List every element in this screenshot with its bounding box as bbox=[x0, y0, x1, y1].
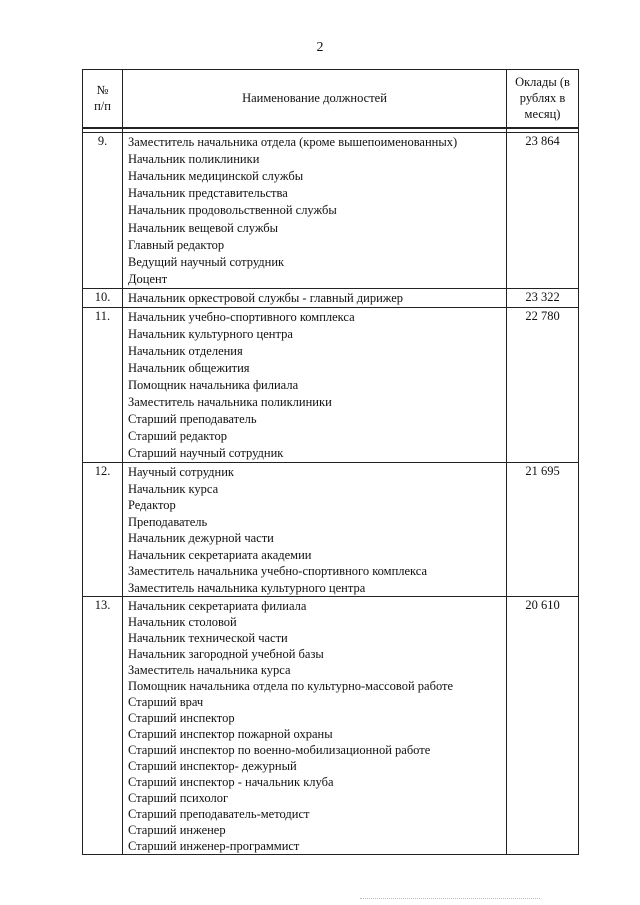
page-number: 2 bbox=[316, 40, 324, 55]
position-name: Доцент bbox=[128, 272, 168, 287]
position-name: Старший научный сотрудник bbox=[128, 446, 284, 461]
position-name: Главный редактор bbox=[128, 237, 225, 252]
position-name: Начальник общежития bbox=[128, 361, 250, 376]
position-names bbox=[123, 132, 507, 289]
scan-mark bbox=[360, 898, 540, 901]
position-name: Заместитель начальника отдела (кроме вышепоименованных) bbox=[128, 134, 458, 149]
header-num: № п/п bbox=[83, 70, 123, 128]
position-name: Старший врач bbox=[128, 695, 204, 710]
position-name: Начальник представительства bbox=[128, 186, 288, 201]
row-number: 10. bbox=[83, 289, 123, 308]
position-name: Начальник продовольственной службы bbox=[128, 203, 337, 218]
position-name: Начальник загородной учебной базы bbox=[128, 647, 324, 662]
position-name: Старший инспектор пожарной охраны bbox=[128, 727, 333, 742]
header-name: Наименование должностей bbox=[123, 70, 507, 128]
table-row bbox=[83, 597, 579, 855]
row-number: 13. bbox=[83, 597, 123, 855]
position-name: Начальник курса bbox=[128, 481, 219, 496]
position-name: Старший преподаватель bbox=[128, 412, 257, 427]
position-name: Помощник начальника отдела по культурно-массовой работе bbox=[128, 679, 454, 694]
position-name: Заместитель начальника культурного центра bbox=[128, 580, 366, 595]
position-name: Начальник оркестровой службы - главный дирижер bbox=[128, 291, 404, 306]
table-row bbox=[83, 308, 579, 463]
row-number: 12. bbox=[83, 463, 123, 597]
salary-value: 22 780 bbox=[507, 308, 579, 463]
position-name: Начальник учебно-спортивного комплекса bbox=[128, 310, 355, 325]
row-number: 9. bbox=[83, 132, 123, 289]
position-name: Старший инспектор bbox=[128, 711, 235, 726]
position-name: Начальник культурного центра bbox=[128, 327, 293, 342]
position-name: Помощник начальника филиала bbox=[128, 378, 299, 393]
position-name: Редактор bbox=[128, 498, 176, 513]
position-name: Заместитель начальника курса bbox=[128, 663, 291, 678]
position-name: Начальник технической части bbox=[128, 631, 288, 646]
position-names bbox=[123, 597, 507, 855]
position-name: Старший психолог bbox=[128, 791, 229, 806]
position-names bbox=[123, 289, 507, 308]
header-salary: Оклады (в рублях в месяц) bbox=[507, 70, 579, 128]
position-name: Научный сотрудник bbox=[128, 465, 234, 480]
table-row bbox=[83, 132, 579, 289]
position-name: Старший инженер-программист bbox=[128, 839, 300, 854]
position-names bbox=[123, 308, 507, 463]
position-name: Начальник дежурной части bbox=[128, 531, 274, 546]
table-row bbox=[83, 289, 579, 308]
positions-table bbox=[82, 69, 579, 855]
salary-value: 20 610 bbox=[507, 597, 579, 855]
position-name: Начальник секретариата филиала bbox=[128, 599, 307, 614]
salary-value: 23 322 bbox=[507, 289, 579, 308]
table-row bbox=[83, 463, 579, 597]
position-name: Старший инженер bbox=[128, 823, 226, 838]
position-name: Начальник столовой bbox=[128, 615, 237, 630]
position-name: Заместитель начальника поликлиники bbox=[128, 395, 332, 410]
position-name: Начальник отделения bbox=[128, 344, 243, 359]
position-name: Старший инспектор - начальник клуба bbox=[128, 775, 334, 790]
position-name: Ведущий научный сотрудник bbox=[128, 254, 285, 269]
position-name: Начальник поликлиники bbox=[128, 151, 260, 166]
table-body bbox=[83, 128, 579, 855]
position-name: Начальник вещевой службы bbox=[128, 220, 279, 235]
position-name: Старший инспектор по военно-мобилизационной работе bbox=[128, 743, 431, 758]
position-name: Заместитель начальника учебно-спортивного комплекса bbox=[128, 564, 428, 579]
position-name: Старший преподаватель-методист bbox=[128, 807, 310, 822]
position-names bbox=[123, 463, 507, 597]
position-name: Начальник секретариата академии bbox=[128, 547, 312, 562]
salary-value: 23 864 bbox=[507, 132, 579, 289]
salary-value: 21 695 bbox=[507, 463, 579, 597]
table-header-row bbox=[83, 70, 579, 128]
position-name: Старший редактор bbox=[128, 429, 227, 444]
position-name: Преподаватель bbox=[128, 514, 208, 529]
position-name: Старший инспектор- дежурный bbox=[128, 759, 297, 774]
row-number: 11. bbox=[83, 308, 123, 463]
position-name: Начальник медицинской службы bbox=[128, 168, 304, 183]
